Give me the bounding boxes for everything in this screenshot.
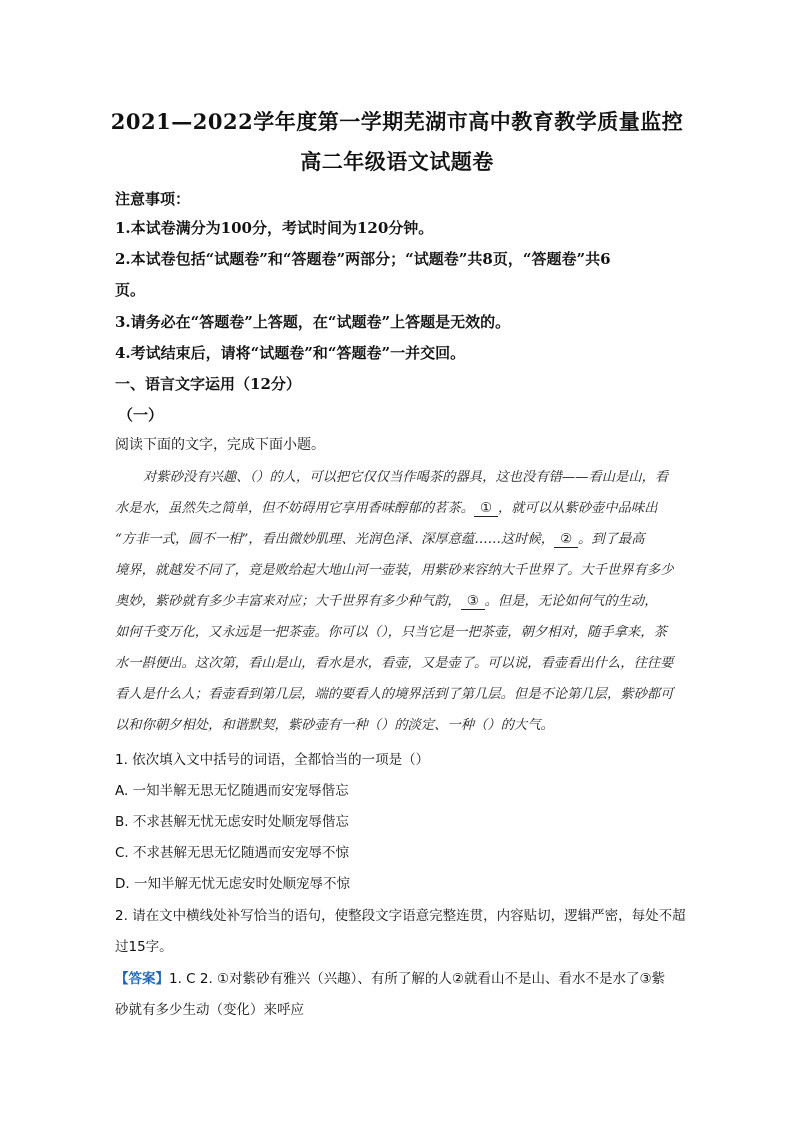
passage-line bbox=[115, 528, 695, 548]
notes-item-2-cont: 页。 bbox=[115, 281, 146, 299]
answer-text: 1. C 2. ①对紫砂有雅兴（兴趣）、有所了解的人②就看山不是山、看水不是水了③紫 bbox=[169, 971, 666, 987]
question-2-cont: 过15字。 bbox=[115, 939, 173, 955]
fill-blank-1: ① bbox=[474, 501, 498, 517]
exam-title-line1: 2021—2022学年度第一学期芜湖市高中教育教学质量监控 bbox=[110, 109, 684, 134]
answer-label: 【答案】 bbox=[115, 971, 169, 987]
passage-line: 对紫砂没有兴趣、（）的人，可以把它仅仅当作喝茶的器具，这也没有错——看山是山，看 bbox=[143, 470, 669, 485]
question-1: 1. 依次填入文中括号的词语，全都恰当的一项是（） bbox=[115, 752, 430, 768]
fill-blank-3: ③ bbox=[461, 594, 485, 610]
passage-text: 。但是，无论如何气的生动， bbox=[484, 594, 658, 609]
option-b: B. 不求甚解无忧无虑安时处顺宠辱偕忘 bbox=[115, 814, 349, 830]
passage-line bbox=[115, 497, 695, 517]
notes-item-2: 2.本试卷包括“试题卷”和“答题卷”两部分；“试题卷”共8页，“答题卷”共6 bbox=[115, 250, 611, 268]
notes-item-3: 3.请务必在“答题卷”上答题，在“试题卷”上答题是无效的。 bbox=[115, 313, 511, 331]
passage-line: 以和你朝夕相处，和谐默契，紫砂壶有一种（）的淡定、一种（）的大气。 bbox=[115, 718, 554, 733]
notes-item-1: 1.本试卷满分为100分，考试时间为120分钟。 bbox=[115, 219, 434, 237]
subsection-heading: （一） bbox=[118, 406, 164, 424]
option-a: A. 一知半解无思无忆随遇而安宠辱偕忘 bbox=[115, 783, 349, 799]
passage-line bbox=[115, 590, 695, 610]
exam-title-line2: 高二年级语文试题卷 bbox=[300, 149, 494, 174]
fill-blank-2: ② bbox=[554, 532, 578, 548]
passage-line: 看人是什么人；看壶看到第几层，端的要看人的境界活到了第几层。但是不论第几层，紫砂都可 bbox=[115, 687, 674, 702]
passage-line: 境界，就越发不同了，竟是败给起大地山河一壶装，用紫砂来容纳大千世界了。大千世界有多少 bbox=[115, 563, 674, 578]
question-2: 2. 请在文中横线处补写恰当的语句，使整段文字语意完整连贯，内容贴切，逻辑严密，每处不超 bbox=[115, 908, 686, 924]
passage-line: 如何千变万化，又永远是一把茶壶。你可以（），只当它是一把茶壶，朝夕相对，随手拿来，茶 bbox=[115, 625, 667, 640]
answer-line-cont: 砂就有多少生动（变化）来呼应 bbox=[115, 1002, 304, 1018]
passage-text: “方非一式，圆不一相”，看出微妙肌理、光润色泽、深厚意蕴……这时候， bbox=[115, 532, 555, 547]
section-heading: 一、语言文字运用（12分） bbox=[115, 375, 301, 393]
notes-item-4: 4.考试结束后，请将“试题卷”和“答题卷”一并交回。 bbox=[115, 344, 466, 362]
passage-text: 奥妙，紫砂就有多少丰富来对应；大千世界有多少种气韵， bbox=[115, 594, 461, 609]
notes-heading: 注意事项： bbox=[115, 190, 191, 208]
option-d: D. 一知半解无忧无虑安时处顺宠辱不惊 bbox=[115, 876, 350, 892]
passage-text: ，就可以从紫砂壶中品味出 bbox=[497, 501, 658, 516]
passage-text: 水是水，虽然失之简单，但不妨碍用它享用香味醇郁的茗茶。 bbox=[115, 501, 475, 516]
passage-text: 。到了最高 bbox=[578, 532, 645, 547]
passage-line: 水一斟便出。这次第，看山是山，看水是水，看壶，又是壶了。可以说，看壶看出什么，往往要 bbox=[115, 656, 674, 671]
reading-instruction: 阅读下面的文字，完成下面小题。 bbox=[115, 437, 325, 453]
option-c: C. 不求甚解无思无忆随遇而安宠辱不惊 bbox=[115, 845, 350, 861]
answer-line bbox=[115, 967, 705, 987]
